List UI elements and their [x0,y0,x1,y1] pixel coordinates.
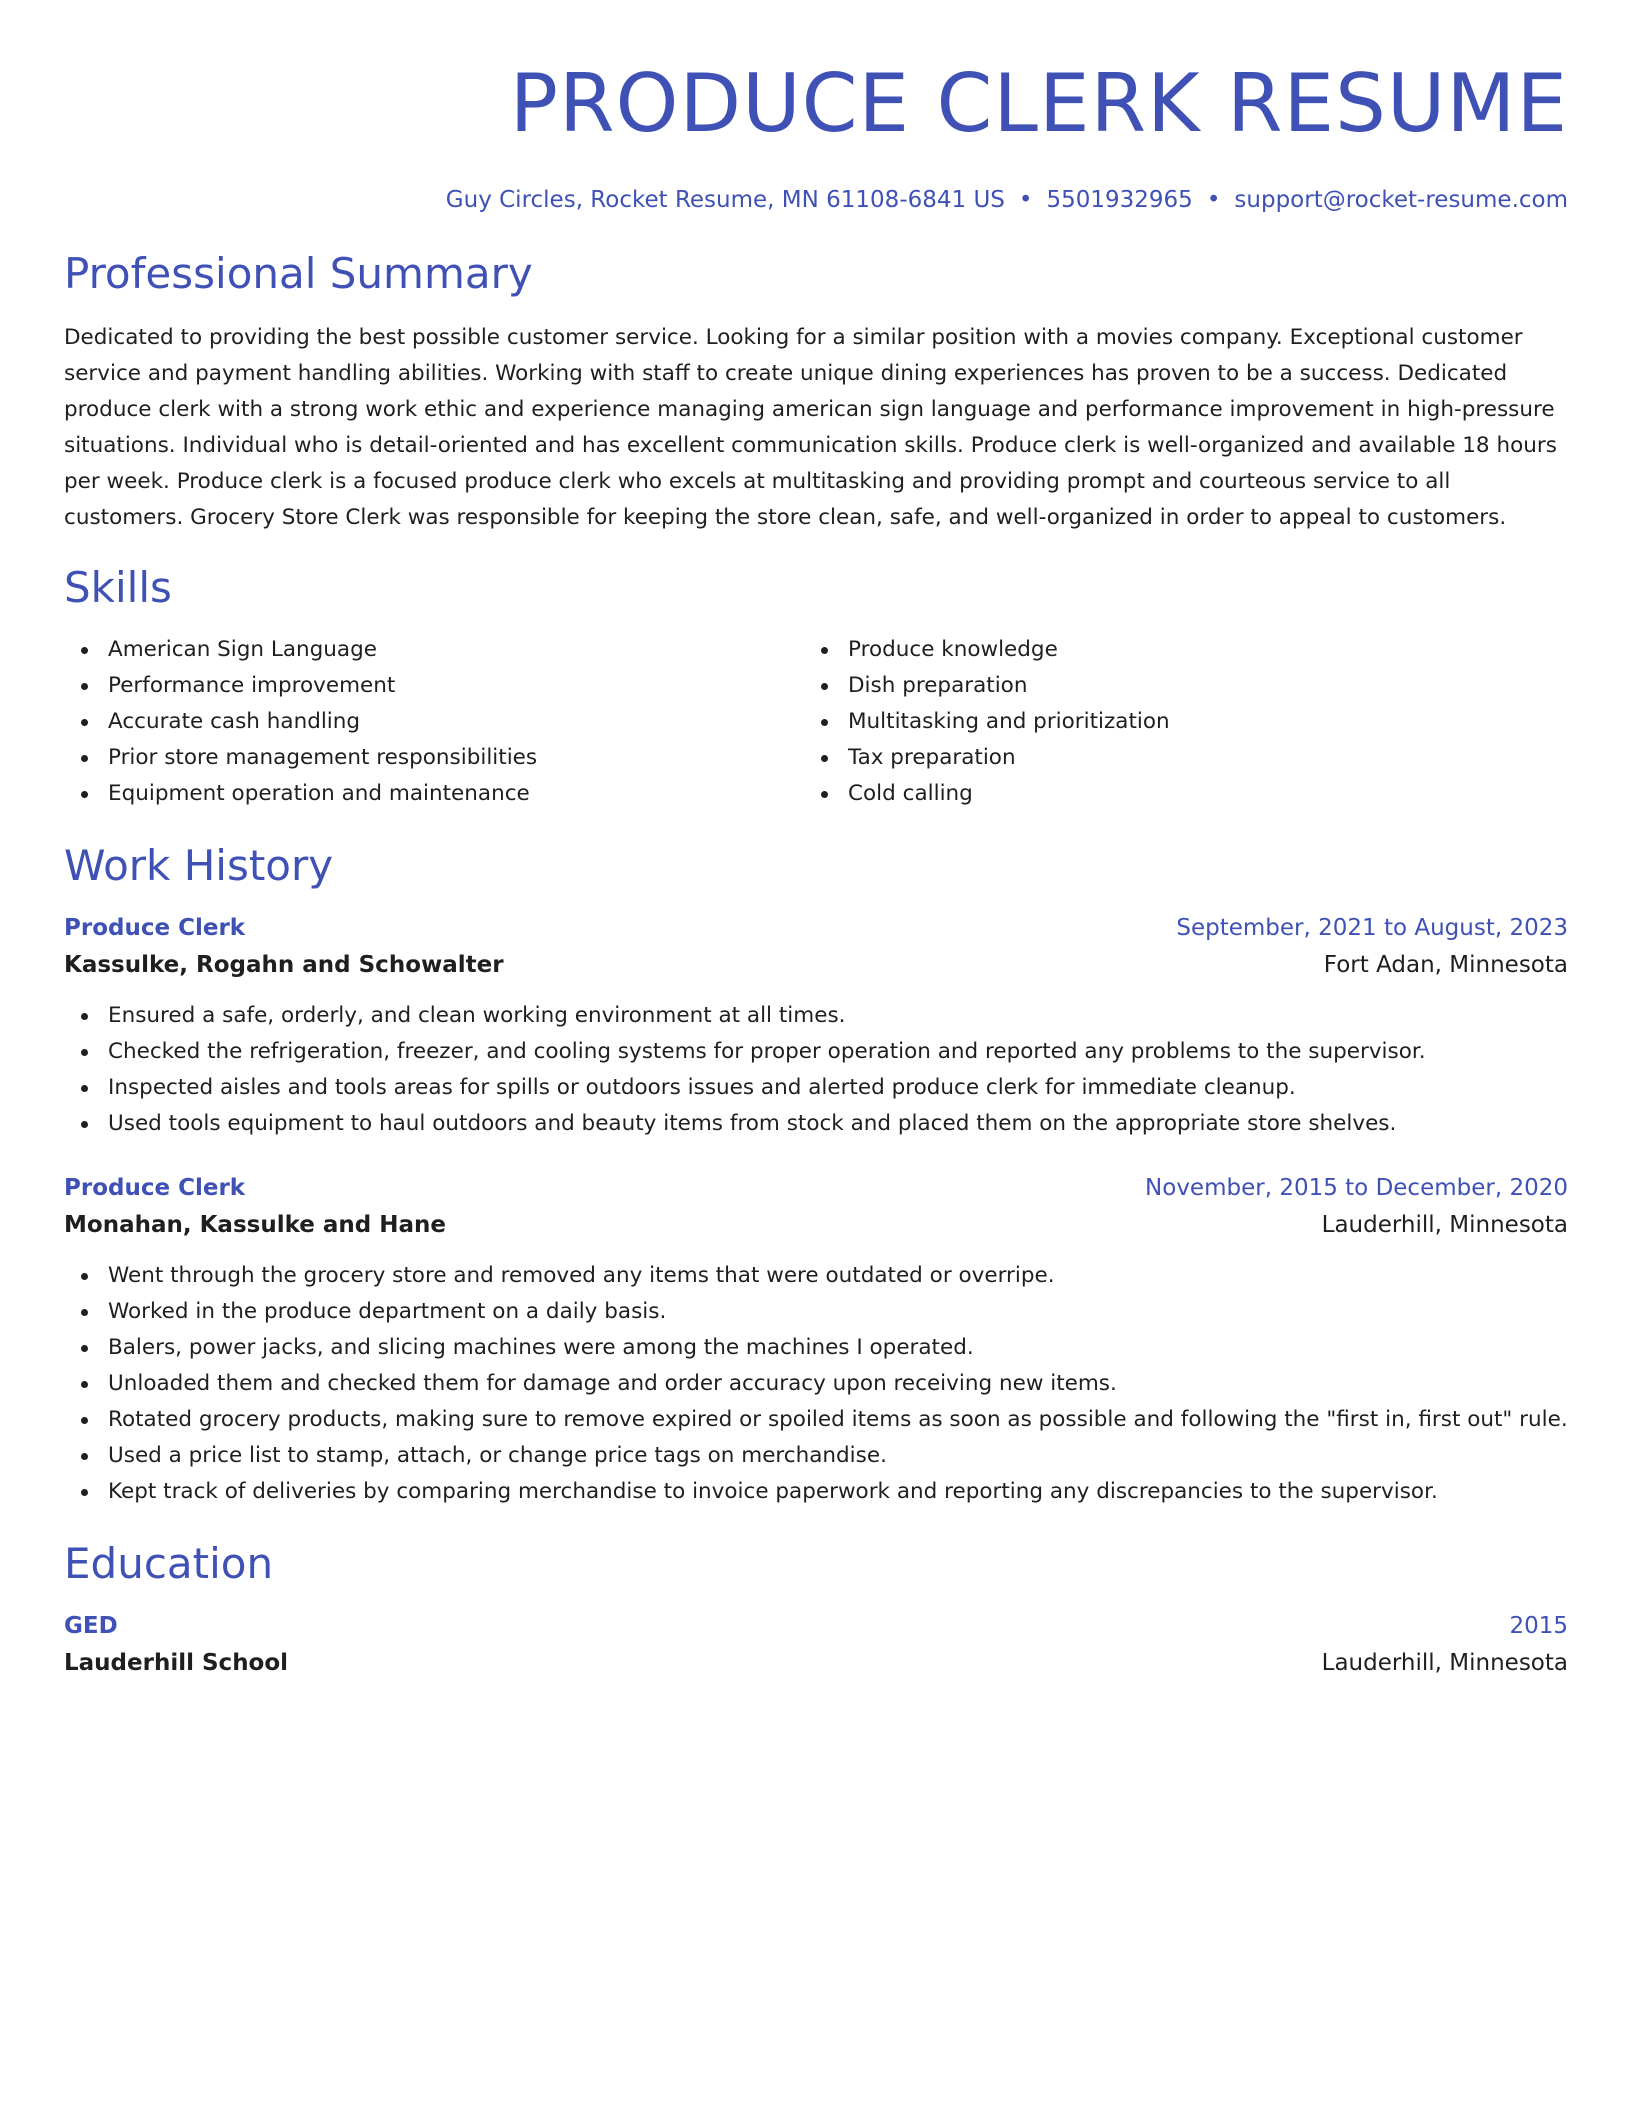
skill-item: Prior store management responsibilities [64,740,804,776]
resume-header [64,56,1568,216]
job-duty: Went through the grocery store and removed any items that were outdated or overripe. [64,1258,1568,1294]
summary-section [64,248,1568,536]
skills-columns [64,632,1568,812]
summary-text: Dedicated to providing the best possible customer service. Looking for a similar position with a movies company. Exceptional customer service and payment handling abilities. Working with staff to create unique dining experiences has proven to be a success. Dedicated produce clerk with a strong work ethic and experience managing american sign language and performance improvement in high-pressure situations. Individual who is detail-oriented and has excellent communication skills. Produce clerk is well-organized and available 18 hours per week. Produce clerk is a focused produce clerk who excels at multitasking and providing prompt and courteous service to all customers. Grocery Store Clerk was responsible for keeping the store clean, safe, and well-organized in order to appeal to customers. [64,325,1557,530]
job-title: Produce Clerk [64,1175,246,1201]
skills-heading: Skills [64,563,172,612]
education-header-row [64,1608,1568,1644]
education-section [64,1538,1568,1682]
job-company-row [64,946,1568,984]
job-duty: Inspected aisles and tools areas for spills or outdoors issues and alerted produce clerk for immediate cleanup. [64,1070,1568,1106]
contact-address: Guy Circles, Rocket Resume, MN 61108-6841 US [445,187,1005,213]
job-duty: Rotated grocery products, making sure to remove expired or spoiled items as soon as possible and following the "first in, first out" rule. [64,1402,1568,1438]
job-company: Kassulke, Rogahn and Schowalter [64,952,504,978]
skill-item: Produce knowledge [804,632,1564,668]
job-location: Lauderhill, Minnesota [1321,1212,1568,1238]
job-duties [64,998,1568,1142]
skill-item: Performance improvement [64,668,804,704]
job-dates: September, 2021 to August, 2023 [1176,915,1568,941]
education-entry [64,1608,1568,1682]
job-duties [64,1258,1568,1510]
skill-item: American Sign Language [64,632,804,668]
education-year: 2015 [1509,1613,1568,1639]
education-school-row [64,1644,1568,1682]
skill-item: Accurate cash handling [64,704,804,740]
job-entry [64,1170,1568,1510]
contact-separator: • [1206,187,1221,213]
skills-right-column [804,632,1564,812]
job-dates: November, 2015 to December, 2020 [1145,1175,1568,1201]
skill-item: Equipment operation and maintenance [64,776,804,812]
work-history-section [64,840,1568,1510]
job-duty: Ensured a safe, orderly, and clean working environment at all times. [64,998,1568,1034]
education-degree: GED [64,1613,118,1639]
skills-section [64,562,1568,812]
skills-left-column [64,632,804,812]
contact-email: support@rocket-resume.com [1234,187,1568,213]
education-location: Lauderhill, Minnesota [1321,1650,1568,1676]
education-school: Lauderhill School [64,1650,289,1676]
contact-phone: 5501932965 [1046,187,1193,213]
job-duty: Kept track of deliveries by comparing merchandise to invoice paperwork and reporting any discrepancies to the supervisor. [64,1474,1568,1510]
education-heading: Education [64,1539,274,1588]
job-company: Monahan, Kassulke and Hane [64,1212,446,1238]
skill-item: Multitasking and prioritization [804,704,1564,740]
job-duty: Used tools equipment to haul outdoors and beauty items from stock and placed them on the appropriate store shelves. [64,1106,1568,1142]
job-duty: Used a price list to stamp, attach, or change price tags on merchandise. [64,1438,1568,1474]
resume-title: PRODUCE CLERK RESUME [509,57,1568,150]
skill-item: Cold calling [804,776,1564,812]
work-history-heading: Work History [64,841,334,890]
contact-separator: • [1018,187,1033,213]
job-title: Produce Clerk [64,915,246,941]
job-duty: Checked the refrigeration, freezer, and cooling systems for proper operation and reported any problems to the supervisor. [64,1034,1568,1070]
job-duty: Unloaded them and checked them for damage and order accuracy upon receiving new items. [64,1366,1568,1402]
contact-line [64,184,1568,216]
job-header-row [64,1170,1568,1206]
skill-item: Tax preparation [804,740,1564,776]
job-duty: Worked in the produce department on a daily basis. [64,1294,1568,1330]
skill-item: Dish preparation [804,668,1564,704]
job-duty: Balers, power jacks, and slicing machines were among the machines I operated. [64,1330,1568,1366]
summary-heading: Professional Summary [64,249,533,298]
job-company-row [64,1206,1568,1244]
job-location: Fort Adan, Minnesota [1323,952,1568,978]
job-header-row [64,910,1568,946]
job-entry [64,910,1568,1142]
